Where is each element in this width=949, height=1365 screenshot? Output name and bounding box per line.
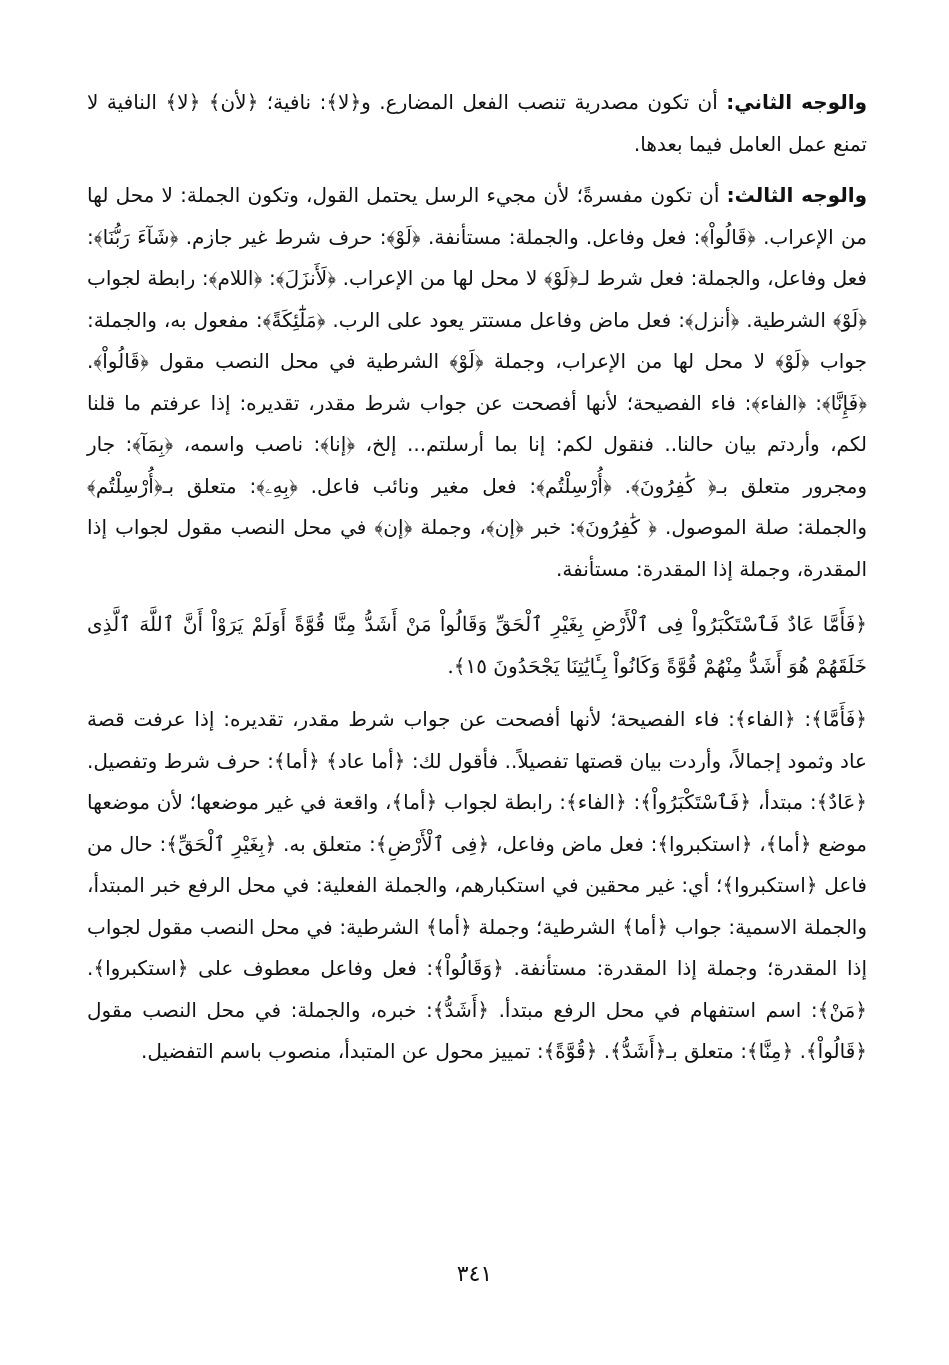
- paragraph-text: أن تكون مفسرةً؛ لأن مجيء الرسل يحتمل القول، وتكون الجملة: لا محل لها من الإعراب. ﴿قَالُواْ﴾: فعل وفاعل. والجملة: مستأنفة. ﴿لَوْ﴾: حرف شرط غير جازم. ﴿شَآءَ رَبُّنَا﴾: فعل وفاعل، والجملة: فعل شرط لـ﴿لَوْ﴾ لا محل لها من الإعراب. ﴿لَأَنزَلَ﴾: ﴿اللام﴾: رابطة لجواب ﴿لَوْ﴾ الشرطية. ﴿أنزل﴾: فعل ماض وفاعل مستتر يعود على الرب. ﴿مَلَٰٓئِكَةً﴾: مفعول به، والجملة: جواب ﴿لَوْ﴾ لا محل لها من الإعراب، وجملة ﴿لَوْ﴾ الشرطية في محل النصب مقول ﴿قَالُواْ﴾. ﴿فَإِنَّا﴾: ﴿الفاء﴾: فاء الفصيحة؛ لأنها أفصحت عن جواب شرط مقدر، تقديره: إذا عرفتم ما قلنا لكم، وأردتم بيان حالنا.. فنقول لكم: إنا بما أرسلتم... إلخ، ﴿إنا﴾: ناصب واسمه، ﴿بِمَآ﴾: جار ومجرور متعلق بـ﴿ كَٰفِرُونَ﴾. ﴿أُرْسِلْتُم﴾: فعل مغير ونائب فاعل. ﴿بِهِۦ﴾: متعلق بـ﴿أُرْسِلْتُم﴾ والجملة: صلة الموصول. ﴿ كَٰفِرُونَ﴾: خبر ﴿إن﴾، وجملة ﴿إن﴾ في محل النصب مقول لجواب إذا المقدرة، وجملة إذا المقدرة: مستأنفة.: [87, 183, 867, 581]
- paragraph-lead: والوجه الثالث:: [726, 183, 867, 207]
- paragraph-verse-commentary: ﴿فَأَمَّا﴾: ﴿الفاء﴾: فاء الفصيحة؛ لأنها أفصحت عن جواب شرط مقدر، تقديره: إذا عرفت قصة عاد وثمود إجمالاً، وأردت بيان قصتها تفصيلاً.. فأقول لك: ﴿أما عاد﴾ ﴿أما﴾: حرف شرط وتفصيل. ﴿عَادٌ﴾: مبتدأ، ﴿فَٱسْتَكْبَرُواْ﴾: ﴿الفاء﴾: رابطة لجواب ﴿أما﴾، واقعة في غير موضعها؛ لأن موضعها موضع ﴿أما﴾، ﴿استكبروا﴾: فعل ماض وفاعل، ﴿فِى ٱلْأَرْضِ﴾: متعلق به. ﴿بِغَيْرِ ٱلْحَقِّ﴾: حال من فاعل ﴿استكبروا﴾؛ أي: غير محقين في استكبارهم، والجملة الفعلية: في محل الرفع خبر المبتدأ، والجملة الاسمية: جواب ﴿أما﴾ الشرطية؛ وجملة ﴿أما﴾ الشرطية: في محل النصب مقول لجواب إذا المقدرة؛ وجملة إذا المقدرة: مستأنفة. ﴿وَقَالُواْ﴾: فعل وفاعل معطوف على ﴿استكبروا﴾. ﴿مَنْ﴾: اسم استفهام في محل الرفع مبتدأ. ﴿أَشَدُّ﴾: خبره، والجملة: في محل النصب مقول ﴿قَالُواْ﴾. ﴿مِنَّا﴾: متعلق بـ﴿أَشَدُّ﴾. ﴿قُوَّةً﴾: تمييز محول عن المتبدأ، منصوب باسم التفضيل.: [87, 707, 867, 1063]
- paragraph-lead: والوجه الثاني:: [726, 90, 868, 114]
- page-body: [87, 82, 867, 1073]
- page-number: ٣٤١: [456, 1262, 493, 1287]
- paragraph-text: أن تكون مصدرية تنصب الفعل المضارع. و﴿لا﴾: نافية؛ ﴿لأن﴾ ﴿لا﴾ النافية لا تمنع عمل العامل فيما بعدها.: [87, 90, 867, 156]
- quran-verse: ﴿فَأَمَّا عَادٌ فَٱسْتَكْبَرُواْ فِى ٱلْأَرْضِ بِغَيْرِ ٱلْحَقِّ وَقَالُواْ مَنْ أَشَدُّ مِنَّا قُوَّةً أَوَلَمْ يَرَوْاْ أَنَّ ٱللَّهَ ٱلَّذِى خَلَقَهُمْ هُوَ أَشَدُّ مِنْهُمْ قُوَّةً وَكَانُواْ بِـَٔايَٰتِنَا يَجْحَدُونَ ١٥﴾.: [87, 612, 867, 678]
- paragraph-second-aspect: [87, 82, 867, 165]
- paragraph-third-aspect: [87, 175, 867, 590]
